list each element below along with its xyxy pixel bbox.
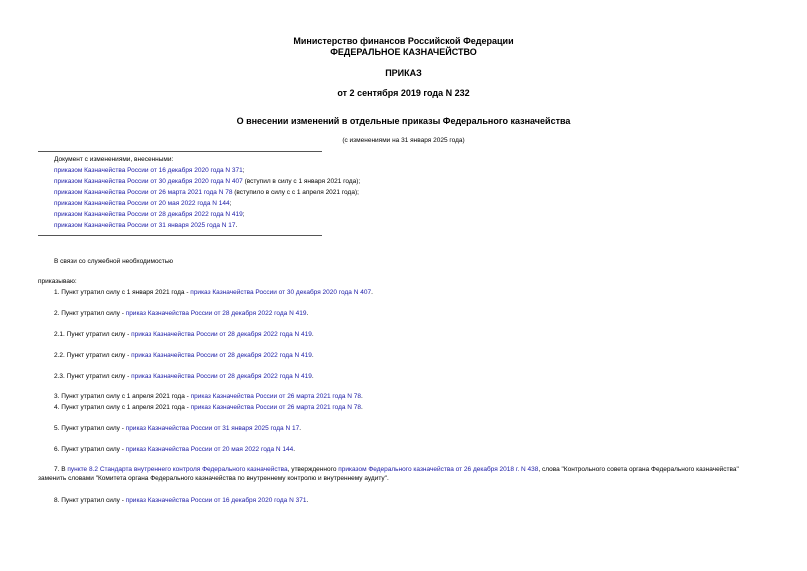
change-item: приказом Казначейства России от 31 января 2025 года N 17. bbox=[54, 222, 238, 229]
standard-link[interactable]: пункте 8.2 Стандарта внутреннего контроля Федерального казначейства bbox=[67, 466, 288, 473]
point-link[interactable]: приказ Казначейства России от 16 декабря 2020 года N 371 bbox=[125, 497, 307, 504]
point-link[interactable]: приказ Казначейства России от 28 декабря 2022 года N 419 bbox=[131, 331, 312, 338]
change-link[interactable]: приказом Казначейства России от 20 мая 2022 года N 144 bbox=[54, 200, 230, 207]
revision-note: (с изменениями на 31 января 2025 года) bbox=[342, 137, 465, 144]
point-item: 2.2. Пункт утратил силу - приказ Казначейства России от 28 декабря 2022 года N 419. bbox=[54, 352, 314, 359]
point-link[interactable]: приказ Казначейства России от 28 декабря 2022 года N 419 bbox=[125, 310, 307, 317]
treasury-name: ФЕДЕРАЛЬНОЕ КАЗНАЧЕЙСТВО bbox=[330, 47, 477, 57]
change-link[interactable]: приказом Казначейства России от 30 декабря 2020 года N 407 bbox=[54, 178, 243, 185]
point-item: 3. Пункт утратил силу с 1 апреля 2021 года - приказ Казначейства России от 26 марта 2021 года N 78. bbox=[54, 393, 363, 400]
change-item: приказом Казначейства России от 20 мая 2022 года N 144; bbox=[54, 200, 232, 207]
change-item: приказом Казначейства России от 28 декабря 2022 года N 419; bbox=[54, 211, 245, 218]
point-item: 2.1. Пункт утратил силу - приказ Казначейства России от 28 декабря 2022 года N 419. bbox=[54, 331, 314, 338]
change-item: приказом Казначейства России от 30 декабря 2020 года N 407 (вступил в силу с 1 января 2021 года); bbox=[54, 178, 361, 185]
point-item: 6. Пункт утратил силу - приказ Казначейства России от 20 мая 2022 года N 144. bbox=[54, 446, 296, 453]
changes-intro: Документ с изменениями, внесенными: bbox=[54, 156, 174, 163]
change-link[interactable]: приказом Казначейства России от 31 января 2025 года N 17 bbox=[54, 222, 236, 229]
point-link[interactable]: приказ Казначейства России от 26 марта 2021 года N 78 bbox=[190, 404, 362, 411]
point-item: 1. Пункт утратил силу с 1 января 2021 года - приказ Казначейства России от 30 декабря 2020 года N 407. bbox=[54, 289, 373, 296]
preamble: В связи со служебной необходимостью bbox=[54, 258, 174, 265]
changes-box bbox=[38, 151, 361, 236]
change-item: приказом Казначейства России от 26 марта 2021 года N 78 (вступило в силу с с 1 апреля 2021 года); bbox=[54, 189, 359, 196]
point-link[interactable]: приказ Казначейства России от 20 мая 2022 года N 144 bbox=[125, 446, 294, 453]
ministry-name: Министерство финансов Российской Федерации bbox=[293, 36, 514, 46]
order-word: приказываю: bbox=[38, 278, 77, 285]
change-link[interactable]: приказом Казначейства России от 16 декабря 2020 года N 371 bbox=[54, 167, 243, 174]
point-item: 4. Пункт утратил силу с 1 апреля 2021 года - приказ Казначейства России от 26 марта 2021 года N 78. bbox=[54, 404, 363, 411]
point-item: 2. Пункт утратил силу - приказ Казначейства России от 28 декабря 2022 года N 419. bbox=[54, 310, 309, 317]
point-link[interactable]: приказ Казначейства России от 28 декабря 2022 года N 419 bbox=[131, 352, 312, 359]
change-link[interactable]: приказом Казначейства России от 26 марта 2021 года N 78 bbox=[54, 189, 233, 196]
doc-type: ПРИКАЗ bbox=[385, 68, 422, 78]
point-item: 2.3. Пункт утратил силу - приказ Казначейства России от 28 декабря 2022 года N 419. bbox=[54, 373, 314, 380]
point-8: 8. Пункт утратил силу - приказ Казначейства России от 16 декабря 2020 года N 371. bbox=[54, 497, 309, 504]
point-item: 5. Пункт утратил силу - приказ Казначейства России от 31 января 2025 года N 17. bbox=[54, 425, 302, 432]
point-link[interactable]: приказ Казначейства России от 30 декабря 2020 года N 407 bbox=[190, 289, 372, 296]
order-438-link[interactable]: приказом Федерального казначейства от 26 декабря 2018 г. N 438 bbox=[338, 466, 539, 473]
point-link[interactable]: приказ Казначейства России от 28 декабря 2022 года N 419 bbox=[131, 373, 312, 380]
doc-title: О внесении изменений в отдельные приказы Федерального казначейства bbox=[236, 116, 571, 126]
point-link[interactable]: приказ Казначейства России от 26 марта 2021 года N 78 bbox=[190, 393, 362, 400]
point-link[interactable]: приказ Казначейства России от 31 января 2025 года N 17 bbox=[125, 425, 300, 432]
change-item: приказом Казначейства России от 16 декабря 2020 года N 371; bbox=[54, 167, 245, 174]
change-link[interactable]: приказом Казначейства России от 28 декабря 2022 года N 419 bbox=[54, 211, 243, 218]
point-7: 7. В пункте 8.2 Стандарта внутреннего контроля Федерального казначейства, утвержденного приказом Федерального казначейства от 26 декабря 2018 г. N 438, слова "Контрольного совета органа Федерального казначейства" заменить словами "Комитета органа Федерального казначейства по внутреннему контролю и внутреннему аудиту". bbox=[38, 466, 739, 482]
doc-date-number: от 2 сентября 2019 года N 232 bbox=[337, 88, 470, 98]
